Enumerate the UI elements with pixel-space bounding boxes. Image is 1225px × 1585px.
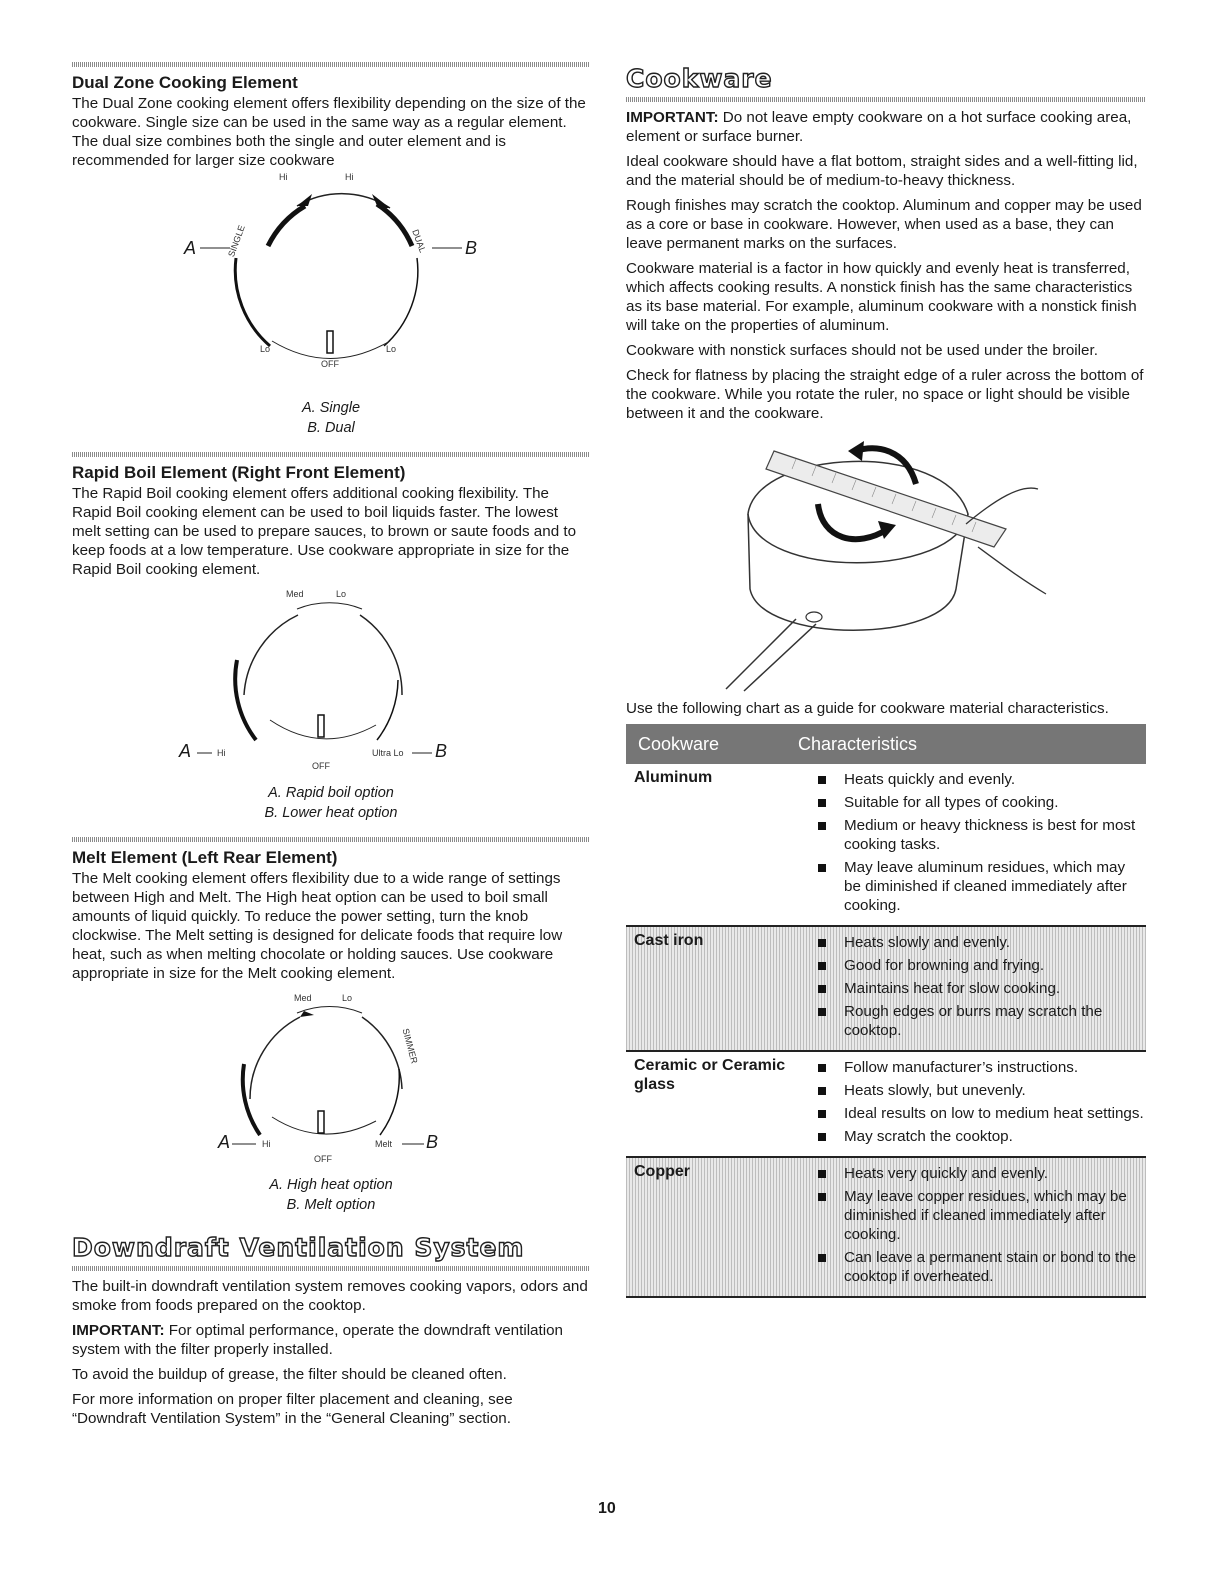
characteristic-text: May leave copper residues, which may be diminished if cleaned immediately after cooking. bbox=[844, 1188, 1127, 1243]
characteristic-text: Ideal results on low to medium heat settings. bbox=[844, 1105, 1144, 1122]
table-row bbox=[626, 1158, 1146, 1298]
cookware-p2: Rough finishes may scratch the cooktop. Aluminum and copper may be used as a core or base in cookware. However, when used as a base, they can leave permanent marks on the surfaces. bbox=[626, 197, 1142, 252]
table-header bbox=[626, 724, 1146, 764]
bullet-square-icon bbox=[818, 822, 826, 830]
dual-zone-heading: Dual Zone Cooking Element bbox=[72, 73, 298, 92]
bullet-square-icon bbox=[818, 799, 826, 807]
knob-label-lo-left: Lo bbox=[260, 344, 271, 354]
melt-knob-diagram bbox=[72, 989, 590, 1175]
ruler-flatness-illustration bbox=[626, 429, 1146, 699]
right-column bbox=[626, 62, 1146, 1298]
table-row bbox=[626, 1052, 1146, 1158]
characteristic-item bbox=[814, 1187, 1146, 1244]
downdraft-p4: For more information on proper filter placement and cleaning, see “Downdraft Ventilation System” in the “General Cleaning” section. bbox=[72, 1391, 513, 1427]
section-divider bbox=[72, 837, 590, 842]
column-header-characteristics: Characteristics bbox=[798, 733, 918, 754]
characteristic-text: May scratch the cooktop. bbox=[844, 1128, 1013, 1145]
rapid-boil-caption-a: A. Rapid boil option bbox=[268, 785, 394, 801]
section-divider bbox=[72, 1266, 590, 1271]
characteristics-list bbox=[814, 1162, 1146, 1290]
bullet-square-icon bbox=[818, 1193, 826, 1201]
bullet-square-icon bbox=[818, 776, 826, 784]
cookware-p5: Check for flatness by placing the straight edge of a ruler across the bottom of the cookware. While you rotate the ruler, no space or light should be visible between it and the cookware. bbox=[626, 367, 1144, 422]
knob-label-med: Med bbox=[294, 993, 312, 1003]
bullet-square-icon bbox=[818, 1087, 826, 1095]
downdraft-p2 bbox=[72, 1321, 590, 1359]
section-divider bbox=[72, 452, 590, 457]
cookware-table bbox=[626, 764, 1146, 1298]
cookware-important-text: Do not leave empty cookware on a hot surface cooking area, element or surface burner. bbox=[626, 109, 1132, 145]
dual-zone-body: The Dual Zone cooking element offers flexibility depending on the size of the cookware. Single size can be used in the same way as a regular element. The dual size combines both the single and outer element and is recommended for larger size cookware bbox=[72, 95, 586, 169]
characteristic-text: Heats very quickly and evenly. bbox=[844, 1165, 1048, 1182]
characteristic-item bbox=[814, 816, 1146, 854]
callout-a: A bbox=[184, 238, 197, 258]
left-column bbox=[72, 62, 590, 1434]
material-name: Ceramic or Ceramic glass bbox=[634, 1057, 786, 1093]
pan-with-ruler-drawing bbox=[626, 429, 1146, 699]
page-number: 10 bbox=[598, 1500, 616, 1517]
rapid-boil-knob-diagram bbox=[72, 585, 590, 783]
characteristic-item bbox=[814, 1058, 1146, 1077]
characteristic-item bbox=[814, 979, 1146, 998]
column-header-cookware: Cookware bbox=[638, 733, 720, 754]
characteristic-item bbox=[814, 1248, 1146, 1286]
characteristics-list bbox=[814, 931, 1146, 1044]
chart-intro: Use the following chart as a guide for cookware material characteristics. bbox=[626, 700, 1109, 717]
table-row bbox=[626, 927, 1146, 1052]
callout-b: B bbox=[426, 1132, 439, 1152]
knob-label-med: Med bbox=[286, 589, 304, 599]
knob-label-single: SINGLE bbox=[226, 223, 247, 259]
rapid-boil-body: The Rapid Boil cooking element offers additional cooking flexibility. The Rapid Boil cooking element can be used to boil liquids faster. The lowest melt setting can be used to prepare sauces, to brown or saute foods and to keep foods at a low temperature. Use cookware appropriate in size for the Rapid Boil cooking element. bbox=[72, 485, 577, 578]
characteristic-item bbox=[814, 1002, 1146, 1040]
cookware-p1: Ideal cookware should have a flat bottom, straight sides and a well-fitting lid, and the material should be of medium-to-heavy thickness. bbox=[626, 153, 1138, 189]
characteristic-text: Suitable for all types of cooking. bbox=[844, 794, 1059, 811]
material-name: Cast iron bbox=[634, 932, 704, 949]
material-name: Copper bbox=[634, 1163, 690, 1180]
table-row bbox=[626, 764, 1146, 927]
section-divider bbox=[626, 97, 1146, 102]
melt-caption-a: A. High heat option bbox=[269, 1177, 393, 1193]
bullet-square-icon bbox=[818, 985, 826, 993]
knob-label-hi-right: Hi bbox=[345, 172, 354, 182]
dual-zone-caption-a: A. Single bbox=[301, 400, 361, 416]
material-name: Aluminum bbox=[634, 769, 713, 786]
melt-body: The Melt cooking element offers flexibility due to a wide range of settings between High and Melt. The High heat option can be used to boil small amounts of liquid quickly. To reduce the power setting, turn the knob clockwise. The Melt setting is designed for delicate foods that require low heat, such as when melting chocolate or holding sauces. Use cookware appropriate in size for the Melt cooking element. bbox=[72, 870, 563, 982]
knob-label-hi-left: Hi bbox=[279, 172, 288, 182]
melt-knob-figure bbox=[72, 989, 590, 1175]
callout-b: B bbox=[435, 741, 448, 761]
bullet-square-icon bbox=[818, 1064, 826, 1072]
cookware-title: Cookware bbox=[626, 64, 773, 93]
knob-label-melt: Melt bbox=[375, 1139, 393, 1149]
knob-label-off: OFF bbox=[321, 359, 339, 369]
important-label: IMPORTANT: bbox=[626, 109, 719, 126]
characteristics-list bbox=[814, 1056, 1146, 1150]
bullet-square-icon bbox=[818, 1110, 826, 1118]
dual-zone-knob-figure bbox=[72, 172, 590, 398]
characteristics-list bbox=[814, 768, 1146, 919]
rapid-boil-knob-figure bbox=[72, 585, 590, 783]
characteristic-item bbox=[814, 956, 1146, 975]
characteristic-text: May leave aluminum residues, which may be diminished if cleaned immediately after cooking. bbox=[844, 859, 1127, 914]
characteristic-item bbox=[814, 1081, 1146, 1100]
cookware-p4: Cookware with nonstick surfaces should not be used under the broiler. bbox=[626, 342, 1098, 359]
melt-caption-b: B. Melt option bbox=[286, 1197, 376, 1213]
characteristic-text: Good for browning and frying. bbox=[844, 957, 1045, 974]
cookware-p3: Cookware material is a factor in how quickly and evenly heat is transferred, which affects cooking results. A nonstick finish has the same characteristics as its base material. For example, aluminum cookware with a nonstick finish will take on the properties of aluminum. bbox=[626, 260, 1137, 334]
cookware-important bbox=[626, 108, 1146, 146]
knob-label-lo: Lo bbox=[342, 993, 353, 1003]
downdraft-title: Downdraft Ventilation System bbox=[72, 1233, 525, 1262]
callout-a: A bbox=[218, 1132, 231, 1152]
dual-zone-caption-b: B. Dual bbox=[307, 420, 355, 436]
knob-label-hi: Hi bbox=[217, 748, 226, 758]
characteristic-text: Follow manufacturer’s instructions. bbox=[844, 1059, 1079, 1076]
bullet-square-icon bbox=[818, 1133, 826, 1141]
knob-label-off: OFF bbox=[314, 1154, 332, 1164]
bullet-square-icon bbox=[818, 939, 826, 947]
characteristic-text: Heats slowly and evenly. bbox=[844, 934, 1011, 951]
important-label: IMPORTANT: bbox=[72, 1322, 165, 1339]
rapid-boil-heading: Rapid Boil Element (Right Front Element) bbox=[72, 463, 406, 482]
downdraft-p2-text: For optimal performance, operate the downdraft ventilation system with the filter properly installed. bbox=[72, 1322, 563, 1358]
characteristic-item bbox=[814, 1104, 1146, 1123]
characteristic-text: Can leave a permanent stain or bond to the cooktop if overheated. bbox=[844, 1249, 1137, 1285]
knob-label-lo-right: Lo bbox=[386, 344, 397, 354]
callout-b: B bbox=[465, 238, 478, 258]
knob-label-off: OFF bbox=[312, 761, 330, 771]
knob-label-hi: Hi bbox=[262, 1139, 271, 1149]
characteristic-item bbox=[814, 793, 1146, 812]
downdraft-p3: To avoid the buildup of grease, the filter should be cleaned often. bbox=[72, 1366, 507, 1383]
bullet-square-icon bbox=[818, 864, 826, 872]
bullet-square-icon bbox=[818, 1254, 826, 1262]
rapid-boil-caption-b: B. Lower heat option bbox=[264, 805, 398, 821]
section-divider bbox=[72, 62, 590, 67]
characteristic-item bbox=[814, 770, 1146, 789]
downdraft-p1: The built-in downdraft ventilation system removes cooking vapors, odors and smoke from foods prepared on the cooktop. bbox=[72, 1278, 588, 1314]
knob-label-lo: Lo bbox=[336, 589, 347, 599]
characteristic-item bbox=[814, 1164, 1146, 1183]
bullet-square-icon bbox=[818, 962, 826, 970]
characteristic-item bbox=[814, 858, 1146, 915]
characteristic-item bbox=[814, 933, 1146, 952]
characteristic-text: Maintains heat for slow cooking. bbox=[844, 980, 1061, 997]
bullet-square-icon bbox=[818, 1170, 826, 1178]
characteristic-text: Heats quickly and evenly. bbox=[844, 771, 1016, 788]
characteristic-text: Medium or heavy thickness is best for most cooking tasks. bbox=[844, 817, 1136, 853]
characteristic-text: Heats slowly, but unevenly. bbox=[844, 1082, 1026, 1099]
callout-a: A bbox=[179, 741, 192, 761]
knob-label-dual: DUAL bbox=[410, 228, 428, 254]
bullet-square-icon bbox=[818, 1008, 826, 1016]
knob-label-ultra-lo: Ultra Lo bbox=[372, 748, 404, 758]
melt-heading: Melt Element (Left Rear Element) bbox=[72, 848, 338, 867]
knob-label-simmer: SIMMER bbox=[400, 1027, 420, 1065]
characteristic-item bbox=[814, 1127, 1146, 1146]
characteristic-text: Rough edges or burrs may scratch the cooktop. bbox=[844, 1003, 1103, 1039]
